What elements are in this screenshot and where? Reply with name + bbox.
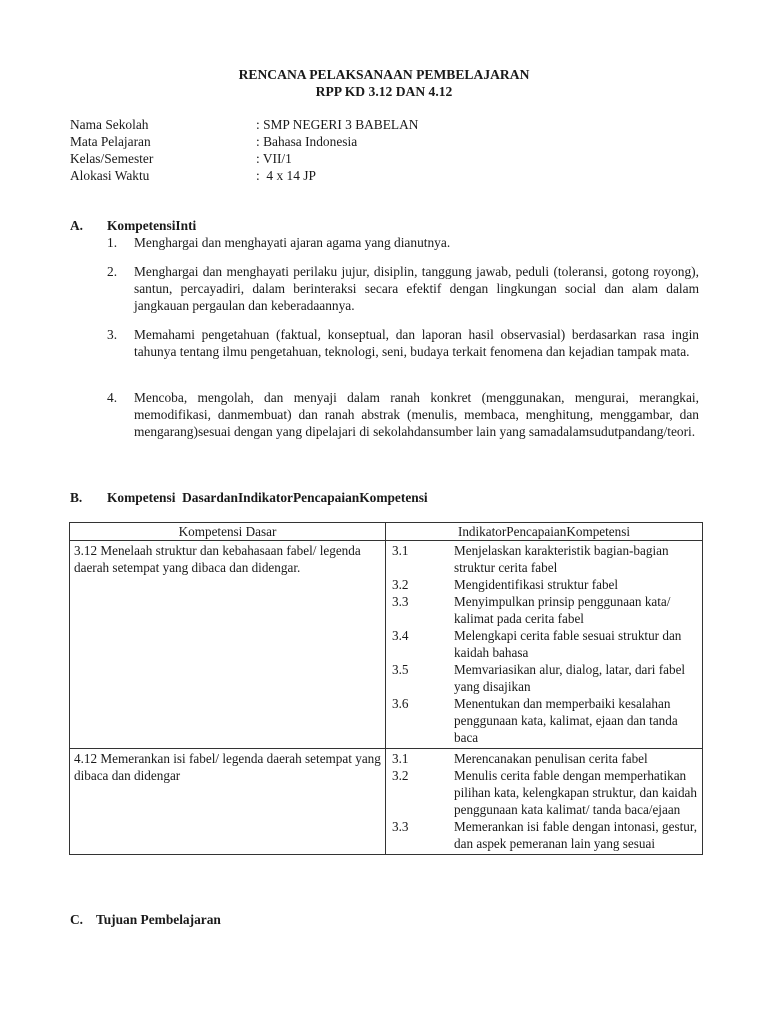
identity-row-subject	[70, 133, 670, 150]
identity-label: Mata Pelajaran	[70, 134, 151, 149]
list-item-text: Menghargai dan menghayati perilaku jujur, disiplin, tanggung jawab, peduli (toleransi, gotong royong), santun, percayadiri, dalam berinteraksi secara efektif dengan lingkungan social dan alam dalam jangkauan pergaulan dan keberadaannya.	[134, 264, 699, 313]
indicator-text: Menentukan dan memperbaiki kesalahan penggunaan kata, kalimat, ejaan dan tanda baca	[454, 696, 678, 745]
list-item	[107, 389, 699, 440]
section-c-heading	[70, 911, 221, 928]
indicator-item	[390, 695, 698, 746]
list-item-number: 4.	[107, 390, 118, 405]
identity-value: : VII/1	[256, 151, 292, 166]
kd-cell: 4.12 Memerankan isi fabel/ legenda daerah setempat yang dibaca dan didengar	[70, 749, 386, 855]
competency-table	[69, 522, 703, 855]
section-letter: C.	[70, 912, 84, 927]
indicator-text: Memerankan isi fable dengan intonasi, gestur, dan aspek pemeranan lain yang sesuai	[454, 819, 698, 851]
section-b-heading	[70, 489, 428, 506]
table-header-row	[70, 523, 703, 541]
indicator-text: Mengidentifikasi struktur fabel	[454, 577, 619, 592]
indicator-cell	[386, 541, 703, 749]
list-item-number: 1.	[107, 235, 118, 250]
indicator-number: 3.1	[392, 751, 409, 766]
indicator-text: Melengkapi cerita fable sesuai struktur dan kaidah bahasa	[454, 628, 682, 660]
section-title: Tujuan Pembelajaran	[96, 912, 221, 927]
identity-row-time	[70, 167, 670, 184]
indicator-number: 3.3	[392, 819, 409, 834]
indicator-item	[390, 750, 698, 767]
table-row	[70, 749, 703, 855]
document-title: RENCANA PELAKSANAAN PEMBELAJARAN	[238, 67, 530, 82]
indicator-number: 3.1	[392, 543, 409, 558]
indicator-number: 3.2	[392, 577, 409, 592]
identity-row-class	[70, 150, 670, 167]
indicator-item	[390, 818, 698, 852]
list-item-number: 2.	[107, 264, 118, 279]
table-header: Kompetensi Dasar	[70, 523, 386, 541]
identity-label: Nama Sekolah	[70, 117, 149, 132]
list-item-text: Menghargai dan menghayati ajaran agama yang dianutnya.	[134, 235, 451, 250]
indicator-text: Menyimpulkan prinsip penggunaan kata/ kalimat pada cerita fabel	[454, 594, 671, 626]
indicator-number: 3.3	[392, 594, 409, 609]
indicator-text: Menulis cerita fable dengan memperhatikan pilihan kata, kelengkapan struktur, dan kaidah penggunaan kata kalimat/ tanda baca/ejaan	[454, 768, 697, 817]
indicator-text: Merencanakan penulisan cerita fabel	[454, 751, 648, 766]
list-item-text: Memahami pengetahuan (faktual, konseptual, dan laporan hasil observasial) berdasarkan rasa ingin tahunya tentang ilmu pengetahuan, teknologi, seni, budaya terkait fenomena dan kejadian tampak mata.	[134, 327, 699, 359]
document-subtitle: RPP KD 3.12 DAN 4.12	[315, 84, 453, 99]
section-letter: B.	[70, 490, 83, 505]
indicator-item	[390, 576, 698, 593]
indicator-number: 3.4	[392, 628, 409, 643]
indicator-item	[390, 661, 698, 695]
section-title: KompetensiInti	[107, 218, 197, 233]
identity-label: Kelas/Semester	[70, 151, 154, 166]
indicator-item	[390, 767, 698, 818]
indicator-number: 3.2	[392, 768, 409, 783]
identity-value: : 4 x 14 JP	[256, 168, 316, 183]
section-letter: A.	[70, 218, 84, 233]
indicator-text: Memvariasikan alur, dialog, latar, dari fabel yang disajikan	[454, 662, 686, 694]
table-row	[70, 541, 703, 749]
indicator-item	[390, 542, 698, 576]
indicator-item	[390, 627, 698, 661]
list-item-number: 3.	[107, 327, 118, 342]
indicator-text: Menjelaskan karakteristik bagian-bagian struktur cerita fabel	[454, 543, 669, 575]
indicator-number: 3.5	[392, 662, 409, 677]
list-item	[107, 234, 699, 251]
list-item	[107, 326, 699, 360]
section-a-heading	[70, 217, 196, 234]
list-item-text: Mencoba, mengolah, dan menyaji dalam ranah konkret (menggunakan, mengurai, merangkai, memodifikasi, danmembuat) dan ranah abstrak (menulis, membaca, menghitung, menggambar, dan mengarang)sesuai dengan yang dipelajari di sekolahdansumber lain yang samadalamsudutpandang/teori.	[134, 390, 699, 439]
identity-value: : Bahasa Indonesia	[256, 134, 358, 149]
kd-cell: 3.12 Menelaah struktur dan kebahasaan fabel/ legenda daerah setempat yang dibaca dan didengar.	[70, 541, 386, 749]
indicator-number: 3.6	[392, 696, 409, 711]
identity-row-school	[70, 116, 670, 133]
table-header: IndikatorPencapaianKompetensi	[386, 523, 703, 541]
indicator-cell	[386, 749, 703, 855]
identity-value: : SMP NEGERI 3 BABELAN	[256, 117, 419, 132]
section-title: Kompetensi DasardanIndikatorPencapaianKompetensi	[107, 490, 428, 505]
indicator-item	[390, 593, 698, 627]
list-item	[107, 263, 699, 314]
identity-block	[70, 116, 670, 184]
identity-label: Alokasi Waktu	[70, 168, 150, 183]
